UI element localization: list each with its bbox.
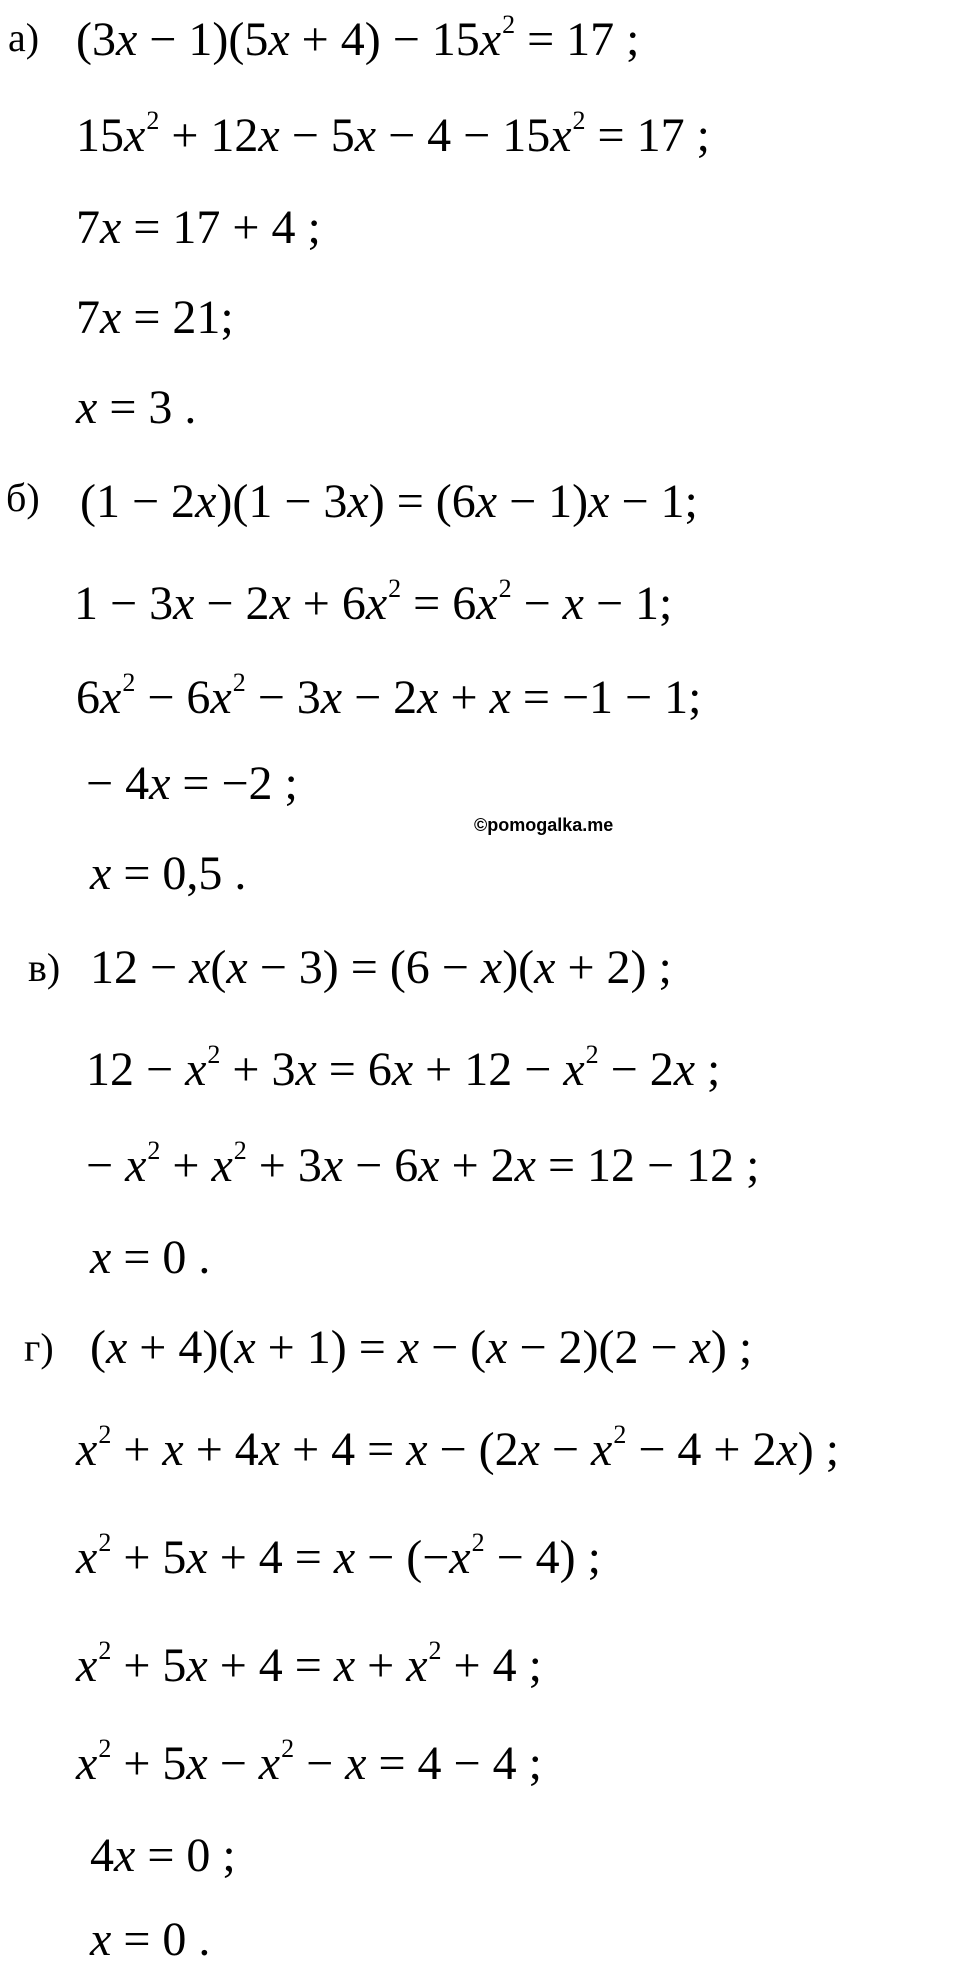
watermark: ©pomogalka.me (474, 815, 614, 835)
equation-line: x = 0,5 . (90, 847, 247, 900)
equation-line: $x^2 + 5x - x^2 - x = 4 - 4$ ; (76, 1734, 542, 1790)
equation-line: $1 - 3x - 2x + 6x^2 = 6x^2 - x - 1$; (74, 574, 673, 630)
problem-label-b: б) (6, 475, 40, 520)
equation-line: $6x^2 - 6x^2 - 3x - 2x + x = -1 - 1$; (76, 668, 702, 724)
equation-line: $x^2 + 5x + 4 = x + x^2 + 4$ ; (76, 1636, 542, 1692)
equation-line: 7x = 21; (76, 291, 234, 344)
equation-line: (x + 4)(x + 1) = x − (x − 2)(2 − x) ; (90, 1321, 753, 1374)
equation-line: 4x = 0 ; (90, 1829, 236, 1882)
problem-label-g: г) (24, 1325, 54, 1370)
equation-line: 12 − x(x − 3) = (6 − x)(x + 2) ; (90, 941, 672, 994)
equation-line: $x^2 + 5x + 4 = x - (-x^2 - 4)$ ; (76, 1528, 601, 1584)
equation-line: − 4x = −2 ; (86, 757, 298, 810)
problem-label-v: в) (28, 945, 61, 990)
equation-line: x = 3 . (76, 381, 197, 434)
equation-line: (1 − 2x)(1 − 3x) = (6x − 1)x − 1; (80, 475, 698, 528)
problem-label-a: а) (8, 15, 40, 60)
equation-line: $(3x - 1)(5x + 4) - 15x^2 = 17$ ; (76, 10, 640, 66)
equation-line: − $x^2 + x^2 + 3x - 6x + 2x = 12 - 12$ ; (86, 1136, 760, 1192)
equation-line: $15x^2 + 12x - 5x - 4 - 15x^2 = 17$ ; (76, 106, 710, 162)
equation-line: x = 0 . (90, 1231, 211, 1284)
equation-line: 7x = 17 + 4 ; (76, 201, 321, 254)
equation-line: $12 - x^2 + 3x = 6x + 12 - x^2 - 2x$ ; (86, 1040, 721, 1096)
equation-line: x = 0 . (90, 1913, 211, 1966)
equation-line: $x^2 + x + 4x + 4 = x - (2x - x^2 - 4 + 2x)$ ; (76, 1420, 840, 1476)
